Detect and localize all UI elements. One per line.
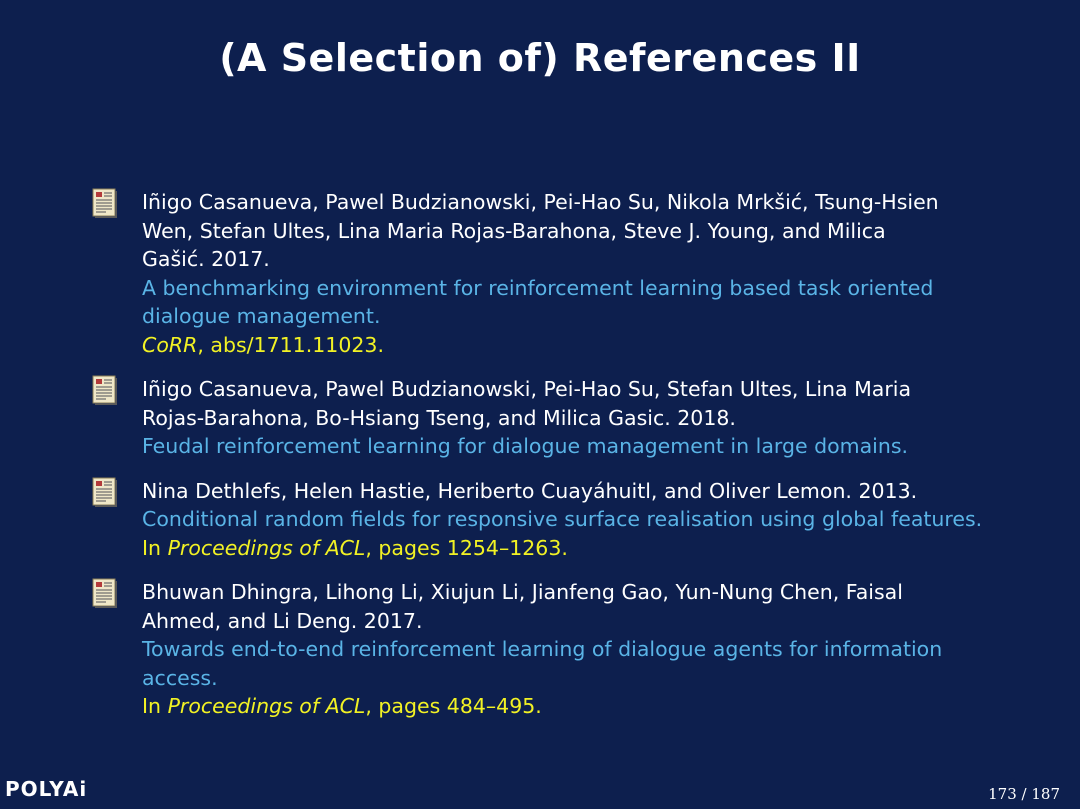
reference-authors: Gašić. 2017. — [142, 247, 270, 271]
reference-list — [92, 188, 1012, 737]
article-icon — [92, 477, 118, 507]
slide-title: (A Selection of) References II — [219, 36, 861, 80]
venue-name: Proceedings of ACL — [167, 694, 366, 718]
reference-item — [92, 578, 1012, 721]
reference-venue: CoRR, abs/1711.11023. — [142, 332, 384, 357]
reference-title-link[interactable]: Feudal reinforcement learning for dialogue management in large domains. — [142, 434, 909, 458]
reference-authors: Bhuwan Dhingra, Lihong Li, Xiujun Li, Jianfeng Gao, Yun-Nung Chen, Faisal — [142, 580, 903, 604]
reference-title-link[interactable]: Towards end-to-end reinforcement learning of dialogue agents for information — [142, 637, 943, 661]
reference-authors: Nina Dethlefs, Helen Hastie, Heriberto Cuayáhuitl, and Oliver Lemon. 2013. — [142, 478, 918, 503]
reference-title-link[interactable]: access. — [142, 665, 218, 690]
reference-item — [92, 188, 1012, 359]
reference-authors: Ahmed, and Li Deng. 2017. — [142, 608, 423, 633]
reference-venue: In Proceedings of ACL, pages 484–495. — [142, 694, 542, 718]
page-number: 173 / 187 — [988, 785, 1060, 803]
reference-title-link[interactable]: A benchmarking environment for reinforcement learning based task oriented — [142, 275, 934, 300]
reference-title-link[interactable]: dialogue management. — [142, 304, 381, 328]
article-icon — [92, 578, 118, 608]
polyai-logo: POLYAi — [5, 777, 88, 801]
article-icon — [92, 375, 118, 405]
reference-authors: Wen, Stefan Ultes, Lina Maria Rojas-Barahona, Steve J. Young, and Milica — [142, 218, 886, 243]
reference-authors: Iñigo Casanueva, Pawel Budzianowski, Pei-Hao Su, Nikola Mrkšić, Tsung-Hsien — [142, 190, 939, 214]
reference-item — [92, 375, 1012, 461]
reference-item — [92, 477, 1012, 563]
venue-name: CoRR — [142, 332, 198, 357]
reference-venue: In Proceedings of ACL, pages 1254–1263. — [142, 535, 568, 560]
reference-authors: Iñigo Casanueva, Pawel Budzianowski, Pei-Hao Su, Stefan Ultes, Lina Maria — [142, 377, 912, 401]
reference-title-link[interactable]: Conditional random fields for responsive surface realisation using global features. — [142, 507, 983, 531]
reference-authors: Rojas-Barahona, Bo-Hsiang Tseng, and Milica Gasic. 2018. — [142, 405, 736, 430]
article-icon — [92, 188, 118, 218]
venue-name: Proceedings of ACL — [167, 535, 366, 560]
